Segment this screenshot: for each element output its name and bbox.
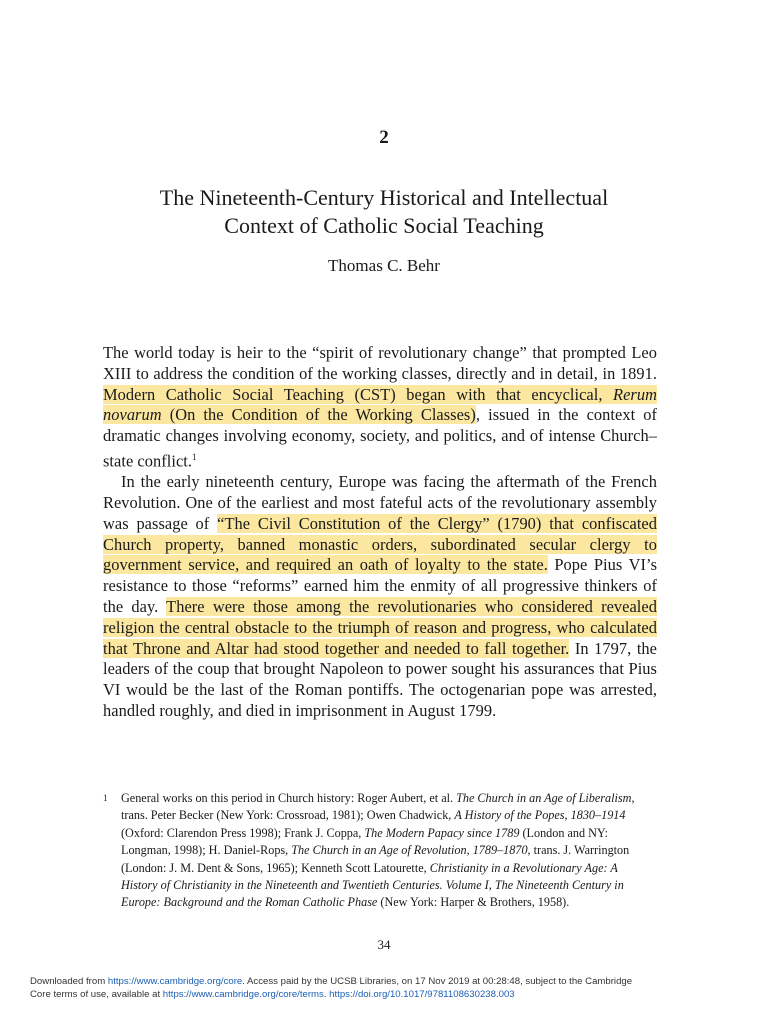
p2-text-a: In the early nineteenth century, Europe was facing the aftermath of the French Revolution. One of the earliest and most fateful acts of the revolutionary assembly was passage of xyxy=(103,472,657,533)
fn-i1: The Church in an Age of Liberalism xyxy=(456,791,632,805)
p1-text-b: , issued in the context of dramatic changes involving economy, society, and politics, and of intense Church–state conflict. xyxy=(103,405,657,471)
download-line-1 xyxy=(30,975,750,988)
fn-i2: A History of the Popes, 1830–1914 xyxy=(454,808,626,823)
dl-l1-b: . Access paid by the UCSB Libraries, on 17 Nov 2019 at 00:28:48, subject to the Cambridge xyxy=(242,976,633,987)
footnote-text xyxy=(121,790,657,912)
footnote-mark: 1 xyxy=(103,793,108,803)
doi-link[interactable]: https://doi.org/10.1017/9781108630238.003 xyxy=(329,989,515,1000)
fn-t5: , trans. J. Warrington (London: J. M. Dent & Sons, 1965); Kenneth Scott Latourette, xyxy=(121,843,630,875)
chapter-title-line-1: The Nineteenth-Century Historical and Intellectual xyxy=(159,185,609,210)
chapter-title xyxy=(0,184,768,240)
p2-text-c: In 1797, the leaders of the coup that brought Napoleon to power sought his assurances that Pius VI would be the last of the Roman pontiffs. The octogenarian pope was arrested, handled roughly, and died in imprisonment in August 1799. xyxy=(103,638,657,721)
fn-t4: (London and NY: Longman, 1998); H. Daniel-Rops, xyxy=(121,825,609,858)
p2-text-b: Pope Pius VI’s resistance to those “reforms” earned him the enmity of all progressive thinkers of the day. xyxy=(103,555,657,617)
highlight-1-italic: Rerum novarum xyxy=(103,384,657,425)
body-text xyxy=(103,343,657,722)
cambridge-core-link[interactable]: https://www.cambridge.org/core xyxy=(107,976,243,987)
fn-i5: Christianity in a Revolutionary Age: A History of Christianity in the Nineteenth and Twentieth Centuries. Volume I, The Nineteenth Century in Europe: Background and the Roman Catholic Phase xyxy=(121,860,624,910)
dl-l1-a: Downloaded from xyxy=(30,976,108,987)
download-notice xyxy=(30,975,750,1001)
page-number: 34 xyxy=(377,937,391,952)
fn-t2: , trans. Peter Becker (New York: Crossroad, 1981); Owen Chadwick, xyxy=(121,791,635,823)
footnote-ref[interactable]: 1 xyxy=(192,451,197,462)
dl-l2-a: Core terms of use, available at xyxy=(30,989,163,1000)
chapter-title-line-2: Context of Catholic Social Teaching xyxy=(224,213,544,238)
highlight-2: “The Civil Constitution of the Clergy” (1790) that confiscated Church property, banned monastic orders, subordinated secular clergy to government service, and required an oath of loyalty to the state. xyxy=(103,513,657,575)
p1-text-a: The world today is heir to the “spirit of revolutionary change” that prompted Leo XIII to address the condition of the working classes, directly and in detail, in 1891. xyxy=(103,343,657,383)
fn-t1: General works on this period in Church history: Roger Aubert, et al. xyxy=(121,791,457,805)
fn-i3: The Modern Papacy since 1789 xyxy=(364,825,520,840)
highlight-1-text: Modern Catholic Social Teaching (CST) began with that encyclical, xyxy=(103,384,614,404)
download-line-2 xyxy=(30,988,750,1001)
fn-t3: (Oxford: Clarendon Press 1998); Frank J. Coppa, xyxy=(121,825,365,840)
highlight-1-text-b: (On the Condition of the Working Classes) xyxy=(161,405,476,425)
fn-t6: (New York: Harper & Brothers, 1958). xyxy=(377,895,570,910)
footnote xyxy=(103,790,657,912)
highlight-3: There were those among the revolutionaries who considered revealed religion the central obstacle to the triumph of reason and progress, who calculated that Throne and Altar had stood together and needed to fall together. xyxy=(103,597,657,658)
dl-l2-b: . xyxy=(323,989,330,1000)
terms-link[interactable]: https://www.cambridge.org/core/terms xyxy=(162,989,324,1000)
chapter-number: 2 xyxy=(379,127,389,148)
paragraph-2 xyxy=(103,472,657,722)
paragraph-1 xyxy=(103,343,657,472)
fn-i4: The Church in an Age of Revolution, 1789–1870 xyxy=(291,843,528,858)
chapter-author: Thomas C. Behr xyxy=(328,256,440,275)
